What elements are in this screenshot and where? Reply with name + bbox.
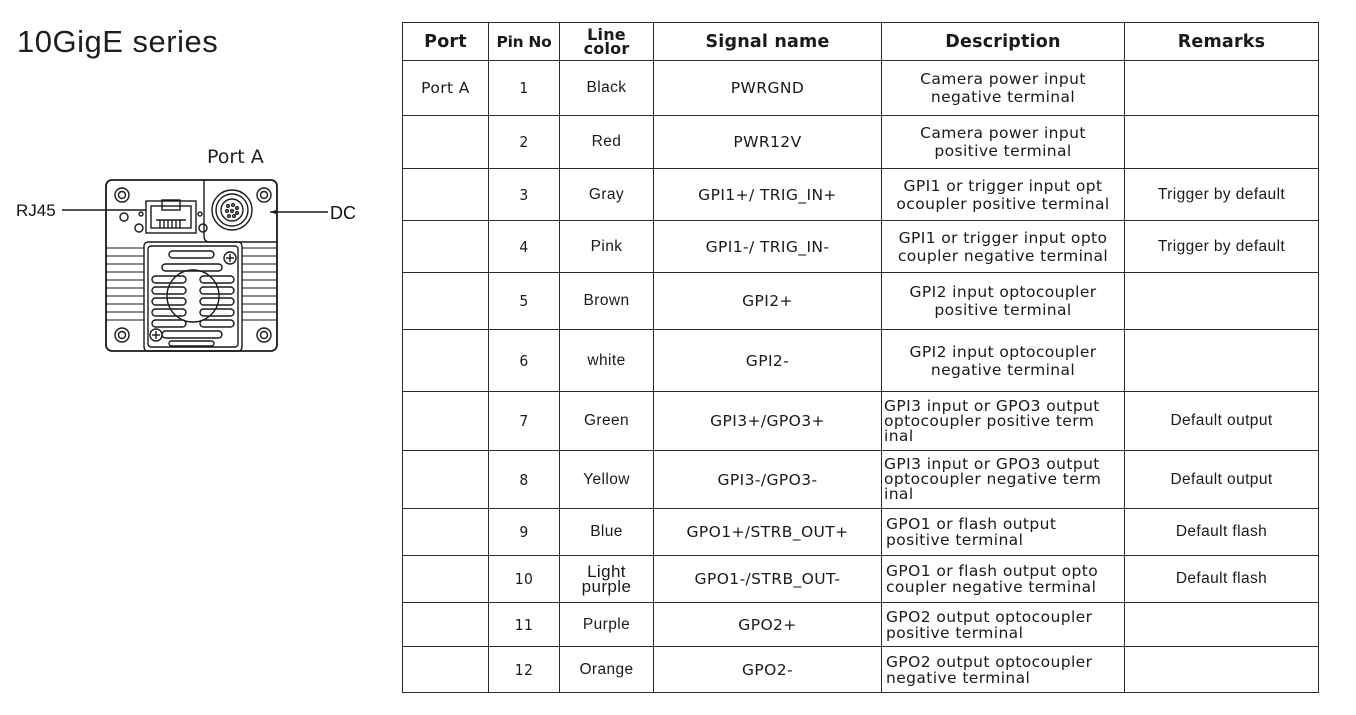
table-row [403,603,1319,647]
pin-number-cell: 1 [489,61,560,116]
description-line: optocoupler negative term [884,470,1102,488]
description-line: inal [884,485,914,503]
signal-name-cell: GPI1-/ TRIG_IN- [654,221,882,273]
description-cell [882,273,1125,330]
remarks-cell: Trigger by default [1125,221,1319,273]
description-line: Camera power input [920,70,1086,88]
description-line: optocoupler positive term [884,411,1095,430]
rj45-callout-label: RJ45 [16,201,56,220]
remarks-cell [1125,647,1319,693]
remarks-cell: Trigger by default [1125,169,1319,221]
pin-number-cell: 7 [489,392,560,451]
port-cell [403,221,489,273]
line-color-text: purple [581,577,632,596]
remarks-cell: Default flash [1125,509,1319,556]
header-remarks: Remarks [1125,23,1319,61]
table-row [403,556,1319,603]
header-line-color: Line color [560,23,654,61]
pin-number-cell: 3 [489,169,560,221]
line-color-cell: Red [560,116,654,169]
description-line: negative terminal [930,88,1076,106]
description-line: GPI2 input optocoupler [909,342,1097,361]
signal-name-cell: GPO2- [654,647,882,693]
signal-name-cell: GPI2+ [654,273,882,330]
description-line: GPO2 output optocoupler [886,607,1093,626]
port-cell [403,451,489,509]
pin-number-cell: 2 [489,116,560,169]
description-line: inal [884,426,914,445]
table-row [403,61,1319,116]
port-cell [403,273,489,330]
description-cell [882,556,1125,603]
description-cell [882,116,1125,169]
remarks-cell: Default output [1125,451,1319,509]
description-line: negative terminal [930,360,1076,379]
pin-number-cell: 10 [489,556,560,603]
line-color-cell: Purple [560,603,654,647]
description-line: GPI2 input optocoupler [909,283,1097,301]
table-row [403,451,1319,509]
port-cell [403,509,489,556]
signal-name-cell: GPO2+ [654,603,882,647]
signal-name-cell: GPI3-/GPO3- [654,451,882,509]
pin-number-cell: 12 [489,647,560,693]
signal-name-cell: GPO1+/STRB_OUT+ [654,509,882,556]
line-color-cell: Blue [560,509,654,556]
description-cell [882,392,1125,451]
remarks-cell: Default flash [1125,556,1319,603]
pin-number-cell: 5 [489,273,560,330]
table-header-row [403,23,1319,61]
dc-callout-label: DC [330,203,356,223]
description-cell [882,169,1125,221]
pin-number-cell: 4 [489,221,560,273]
signal-name-cell: PWR12V [654,116,882,169]
header-port: Port [403,23,489,61]
description-line: GPO1 or flash output opto [886,562,1099,580]
description-line: positive terminal [886,623,1024,642]
description-cell [882,61,1125,116]
description-cell [882,603,1125,647]
port-cell [403,647,489,693]
port-cell [403,603,489,647]
description-cell [882,647,1125,693]
remarks-cell [1125,330,1319,392]
signal-name-cell: GPO1-/STRB_OUT- [654,556,882,603]
header-description: Description [882,23,1125,61]
table-row [403,509,1319,556]
description-line: GPI1 or trigger input opt [903,176,1103,195]
description-line: ocoupler positive terminal [896,194,1110,213]
remarks-cell: Default output [1125,392,1319,451]
description-line: GPI3 input or GPO3 output [884,455,1100,473]
port-cell [403,330,489,392]
description-line: coupler negative terminal [886,578,1097,596]
line-color-cell: Orange [560,647,654,693]
table-row [403,116,1319,169]
line-color-cell: Gray [560,169,654,221]
pinout-table [402,22,1319,693]
description-line: coupler negative terminal [897,246,1109,265]
remarks-cell [1125,61,1319,116]
signal-name-cell: PWRGND [654,61,882,116]
port-cell [403,169,489,221]
remarks-cell [1125,273,1319,330]
description-cell [882,451,1125,509]
line-color-cell: Pink [560,221,654,273]
description-line: positive terminal [934,142,1072,160]
line-color-text: Light [587,562,626,581]
remarks-cell [1125,603,1319,647]
description-line: negative terminal [886,668,1031,687]
pin-number-cell: 8 [489,451,560,509]
description-line: positive terminal [886,531,1024,549]
port-a-label: Port A [207,146,264,168]
table-row [403,169,1319,221]
header-signal-name: Signal name [654,23,882,61]
camera-rear-panel-drawing [56,176,336,356]
description-cell [882,509,1125,556]
dc-connector-icon [212,190,252,230]
description-cell [882,330,1125,392]
line-color-cell: Brown [560,273,654,330]
header-pin-no: Pin No [489,23,560,61]
table-row [403,647,1319,693]
signal-name-cell: GPI1+/ TRIG_IN+ [654,169,882,221]
table-row [403,330,1319,392]
fan-grille-icon [144,242,242,351]
line-color-cell [560,556,654,603]
port-cell [403,556,489,603]
description-line: GPI3 input or GPO3 output [884,396,1100,415]
port-cell: Port A [403,61,489,116]
line-color-cell: Green [560,392,654,451]
line-color-cell: Yellow [560,451,654,509]
description-line: Camera power input [920,124,1086,142]
description-cell [882,221,1125,273]
pin-number-cell: 9 [489,509,560,556]
rj45-port-icon [135,200,207,233]
line-color-cell: white [560,330,654,392]
port-cell [403,116,489,169]
port-cell [403,392,489,451]
pin-number-cell: 11 [489,603,560,647]
pin-number-cell: 6 [489,330,560,392]
description-line: positive terminal [934,301,1072,319]
table-row [403,273,1319,330]
signal-name-cell: GPI3+/GPO3+ [654,392,882,451]
table-row [403,392,1319,451]
description-line: GPO2 output optocoupler [886,652,1093,671]
description-line: GPO1 or flash output [886,515,1057,533]
description-line: GPI1 or trigger input opto [898,228,1108,247]
page-title: 10GigE series [17,24,219,59]
line-color-cell: Black [560,61,654,116]
table-row [403,221,1319,273]
remarks-cell [1125,116,1319,169]
signal-name-cell: GPI2- [654,330,882,392]
